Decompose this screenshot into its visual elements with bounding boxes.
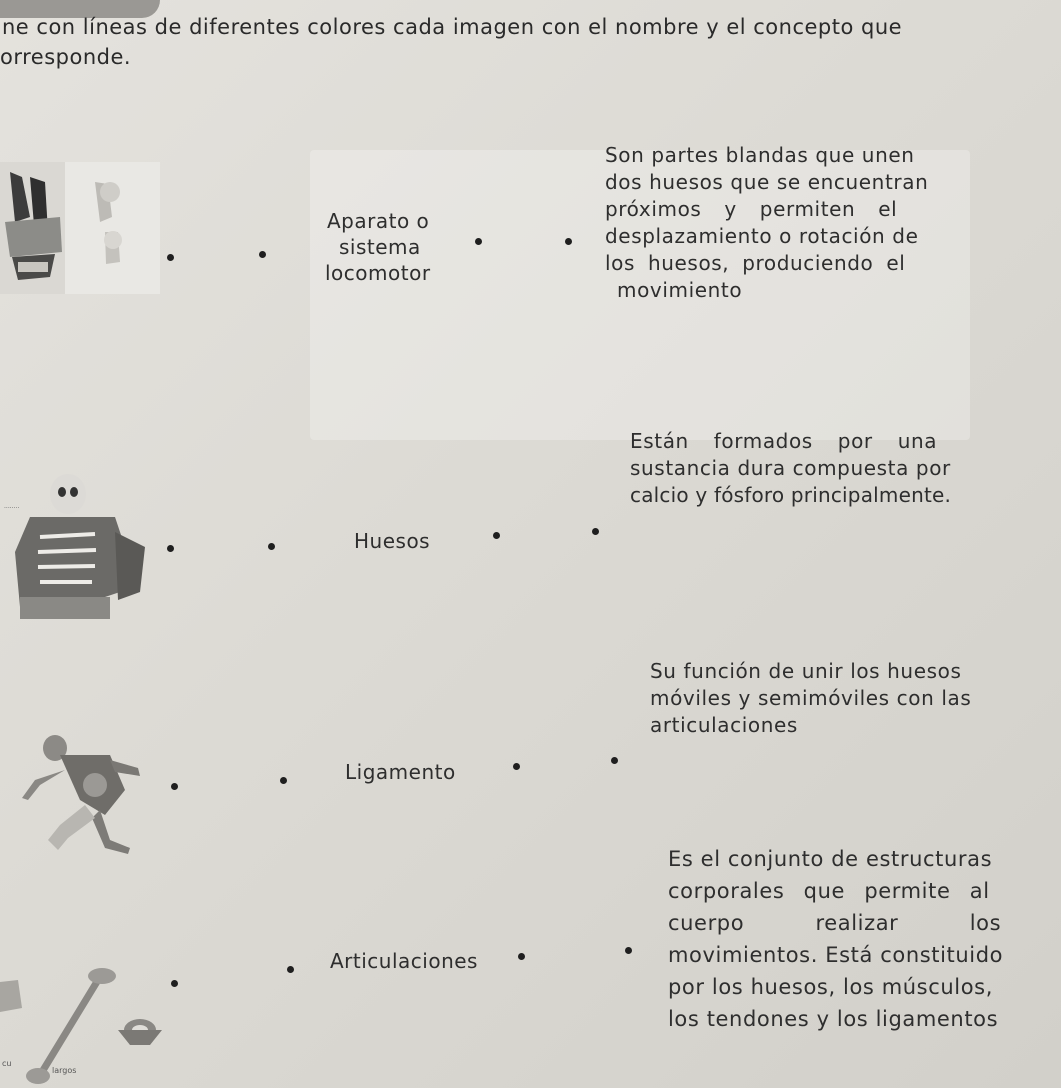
definition-line: próximos y permiten el <box>605 197 898 221</box>
instruction-line-2: orresponde. <box>0 45 132 69</box>
definition-articulaciones <box>650 658 1020 739</box>
term-aparato-locomotor <box>325 208 431 286</box>
definition-dot-2 <box>592 528 599 535</box>
term-left-dot-3 <box>280 777 287 784</box>
term-line: Ligamento <box>345 760 456 784</box>
definition-aparato-locomotor <box>668 843 1048 1035</box>
definition-line: Su función de unir los huesos <box>650 659 962 683</box>
image-dot-1 <box>167 254 174 261</box>
definition-line: articulaciones <box>650 713 798 737</box>
term-line: locomotor <box>325 261 431 285</box>
term-left-dot-2 <box>268 543 275 550</box>
instructions <box>0 12 1000 72</box>
definition-line: los tendones y los ligamentos <box>668 1007 999 1031</box>
definition-huesos <box>630 428 980 509</box>
term-articulaciones <box>330 948 478 974</box>
definition-ligamento <box>605 142 940 304</box>
term-right-dot-2 <box>493 532 500 539</box>
definition-line: dos huesos que se encuentran <box>605 170 929 194</box>
term-line: Aparato o <box>327 209 430 233</box>
joint-anatomy-image <box>0 162 160 294</box>
term-right-dot-3 <box>513 763 520 770</box>
image-label-largos: largos <box>52 1066 77 1075</box>
definition-line: cuerpo realizar los <box>668 911 1002 935</box>
definition-line: por los huesos, los músculos, <box>668 975 993 999</box>
term-line: sistema <box>339 235 421 259</box>
definition-line: móviles y semimóviles con las <box>650 686 972 710</box>
image-dot-4 <box>171 980 178 987</box>
definition-line: desplazamiento o rotación de <box>605 224 919 248</box>
term-huesos <box>354 528 430 554</box>
term-line: Articulaciones <box>330 949 478 973</box>
term-right-dot-1 <box>475 238 482 245</box>
image-dot-2 <box>167 545 174 552</box>
running-skeleton-image <box>10 730 160 855</box>
definition-dot-1 <box>565 238 572 245</box>
definition-line: corporales que permite al <box>668 879 990 903</box>
definition-line: Son partes blandas que unen <box>605 143 915 167</box>
term-left-dot-1 <box>259 251 266 258</box>
image-dot-3 <box>171 783 178 790</box>
long-bone-vertebra-image <box>0 960 170 1088</box>
term-left-dot-4 <box>287 966 294 973</box>
definition-line: calcio y fósforo principalmente. <box>630 483 952 507</box>
image-label-cu: cu <box>2 1059 12 1068</box>
term-ligamento <box>345 759 456 785</box>
definition-dot-4 <box>625 947 632 954</box>
definition-line: Están formados por una <box>630 429 938 453</box>
definition-line: los huesos, produciendo el <box>605 251 906 275</box>
term-right-dot-4 <box>518 953 525 960</box>
definition-line: sustancia dura compuesta por <box>630 456 951 480</box>
definition-line: movimientos. Está constituido <box>668 943 1004 967</box>
instruction-line-1: ne con líneas de diferentes colores cada imagen con el nombre y el concepto que <box>2 15 903 39</box>
term-line: Huesos <box>354 529 431 553</box>
definition-line: movimiento <box>617 278 743 302</box>
definition-dot-3 <box>611 757 618 764</box>
definition-line: Es el conjunto de estructuras <box>668 847 993 871</box>
svg-text:········: ········ <box>4 505 20 512</box>
skeleton-muscles-image <box>0 472 160 622</box>
